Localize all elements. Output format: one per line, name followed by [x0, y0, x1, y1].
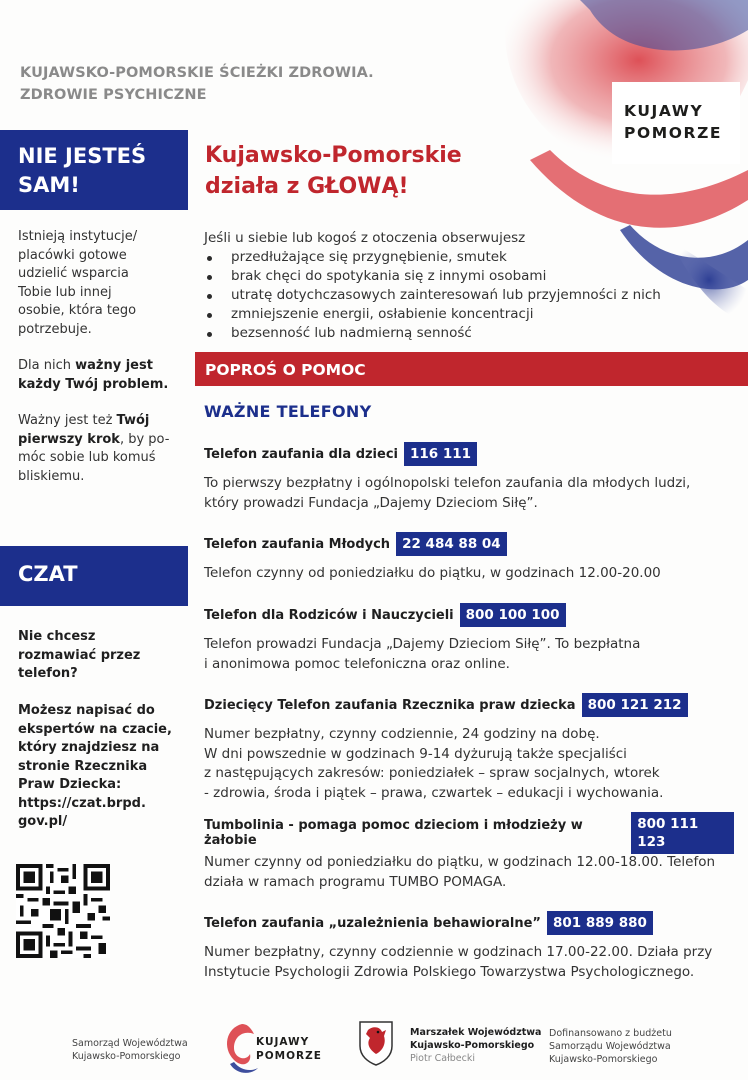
chat-banner	[0, 546, 188, 606]
main-title	[205, 140, 462, 202]
footer-funding	[549, 1027, 672, 1066]
main-title-line1: Kujawsko-Pomorskie	[205, 143, 462, 168]
griffin-crest-icon	[358, 1020, 394, 1066]
entry-title: Telefon zaufania Młodych	[204, 536, 391, 552]
entry-head	[204, 441, 734, 467]
phone-entry	[204, 531, 734, 584]
footer-marszalek	[410, 1026, 541, 1065]
sidebar-paragraph-2	[18, 357, 178, 394]
sidebar-bold: każdy Twój problem.	[18, 376, 169, 392]
phone-number[interactable]: 800 111 123	[631, 812, 734, 854]
entry-description	[204, 564, 734, 584]
sidebar-line: Nie chcesz	[18, 629, 96, 644]
desc-line: - zdrowia, środa i piątek – prawa, czwartek – edukacji i wychowania.	[204, 784, 664, 801]
footer-marszalek-l1: Marszałek Województwa	[410, 1027, 542, 1038]
phone-entry	[204, 816, 734, 892]
sidebar-line: stronie Rzecznika	[18, 758, 148, 774]
footer-logo-line1: KUJAWY	[256, 1036, 310, 1048]
chat-link-line2[interactable]: gov.pl/	[18, 814, 68, 829]
sidebar-line	[18, 412, 178, 431]
brand-logo-line1: KUJAWY	[624, 102, 704, 120]
sidebar-line: Możesz napisać do	[18, 703, 155, 718]
phone-number[interactable]: 801 889 880	[547, 911, 653, 935]
sidebar-line: potrzebuje.	[18, 321, 92, 337]
symptoms-intro	[204, 229, 661, 343]
not-alone-line1: NIE JESTEŚ	[18, 144, 147, 168]
phone-number[interactable]: 22 484 88 04	[396, 532, 507, 556]
entry-title: Dziecięcy Telefon zaufania Rzecznika praw dziecka	[204, 697, 576, 713]
sidebar-line: placówki gotowe	[18, 247, 127, 263]
not-alone-line2: SAM!	[18, 173, 80, 197]
footer-line: Samorząd Województwa	[72, 1038, 188, 1049]
phone-number[interactable]: 800 100 100	[460, 603, 566, 627]
chat-link-line1[interactable]: https://czat.brpd.	[18, 795, 146, 811]
list-item: zmniejszenie energii, osłabienie koncentracji	[204, 305, 661, 324]
desc-line: Numer bezpłatny, czynny codziennie w godzinach 17.00-22.00. Działa przy	[204, 944, 713, 960]
brand-logo	[612, 82, 740, 164]
entry-description	[204, 474, 734, 513]
list-item: bezsenność lub nadmierną senność	[204, 324, 661, 343]
brand-logo-line2: POMORZE	[624, 124, 723, 142]
entry-head	[204, 602, 734, 628]
desc-line: który prowadzi Fundacja „Dajemy Dzieciom Siłę”.	[204, 494, 538, 511]
chat-question	[18, 628, 178, 684]
sidebar-text: Dla nich	[18, 358, 76, 373]
footer-marszalek-name: Piotr Całbecki	[410, 1053, 476, 1064]
entry-head	[204, 816, 734, 850]
footer-line: Samorządu Województwa	[549, 1041, 671, 1052]
footer	[0, 1010, 748, 1080]
sidebar-line	[18, 431, 178, 450]
footer-line: Kujawsko-Pomorskiego	[549, 1054, 658, 1065]
chat-banner-label: CZAT	[18, 562, 78, 586]
phone-number[interactable]: 800 121 212	[582, 693, 688, 717]
sidebar-line: osobie, która tego	[18, 303, 137, 318]
phone-entry	[204, 602, 734, 674]
desc-line: Instytucie Psychologii Zdrowia Polskiego Towarzystwa Psychologicznego.	[204, 963, 695, 980]
entry-description	[204, 635, 734, 674]
sidebar-line: Istnieją instytucje/	[18, 229, 138, 244]
sidebar-line: który znajdziesz na	[18, 740, 160, 755]
desc-line: Telefon prowadzi Fundacja „Dajemy Dzieciom Siłę”. To bezpłatna	[204, 636, 641, 652]
sidebar-line: udzielić wsparcia	[18, 266, 129, 281]
desc-line: Numer bezpłatny, czynny codziennie, 24 godziny na dobę.	[204, 726, 600, 742]
sidebar-bold: pierwszy krok	[18, 431, 120, 447]
sidebar-line: Praw Dziecka:	[18, 777, 122, 792]
footer-line: Dofinansowano z budżetu	[549, 1028, 672, 1039]
entry-head	[204, 531, 734, 557]
entry-description	[204, 943, 734, 982]
phone-entry	[204, 692, 734, 803]
sidebar-line: telefon?	[18, 666, 78, 681]
chat-answer	[18, 702, 178, 832]
sidebar-line	[18, 376, 178, 395]
desc-line: i anonimowa pomoc telefoniczna oraz online.	[204, 655, 510, 672]
entry-title: Tumbolinia - pomaga pomoc dzieciom i młodzieży w żałobie	[204, 818, 583, 848]
footer-samorzad	[72, 1037, 188, 1063]
header-title-line1: KUJAWSKO-POMORSKIE ŚCIEŻKI ZDROWIA.	[20, 65, 374, 81]
sidebar-line: bliskiemu.	[18, 468, 85, 484]
sidebar-line: móc sobie lub komuś	[18, 450, 156, 465]
footer-logo-line2: POMORZE	[256, 1050, 322, 1062]
sidebar-paragraph-3	[18, 412, 178, 486]
entry-title: Telefon dla Rodziców i Nauczycieli	[204, 607, 454, 623]
main-title-line2: działa z GŁOWĄ!	[205, 174, 409, 199]
header-title	[20, 62, 374, 106]
desc-line: z następujących zakresów: poniedziałek – spraw socjalnych, wtorek	[204, 765, 660, 781]
sidebar-line: rozmawiać przez	[18, 647, 141, 663]
phone-entry	[204, 910, 734, 982]
list-item: brak chęci do spotykania się z innymi osobami	[204, 267, 661, 286]
qr-code-icon[interactable]	[16, 864, 110, 958]
sidebar-line: Tobie lub innej	[18, 284, 112, 300]
symptoms-list	[204, 248, 661, 343]
desc-line: To pierwszy bezpłatny i ogólnopolski telefon zaufania dla młodych ludzi,	[204, 475, 691, 491]
entry-title: Telefon zaufania dla dzieci	[204, 446, 398, 462]
important-phones-heading: WAŻNE TELEFONY	[204, 402, 372, 421]
not-alone-banner	[0, 130, 188, 210]
intro-text: Jeśli u siebie lub kogoś z otoczenia obserwujesz	[204, 230, 526, 246]
footer-line: Kujawsko-Pomorskiego	[72, 1051, 181, 1062]
entry-description	[204, 725, 734, 803]
phone-entry	[204, 441, 734, 513]
entry-description	[204, 853, 734, 892]
desc-line: W dni powszednie w godzinach 9-14 dyżurują także specjaliści	[204, 745, 627, 762]
list-item: przedłużające się przygnębienie, smutek	[204, 248, 661, 267]
ask-for-help-bar: POPROŚ O POMOC	[195, 352, 748, 386]
footer-marszalek-l2: Kujawsko-Pomorskiego	[410, 1040, 535, 1051]
sidebar-text: , by po-	[119, 431, 170, 447]
desc-line: Numer czynny od poniedziałku do piątku, w godzinach 12.00-18.00. Telefon	[204, 854, 716, 870]
sidebar-bold: ważny jest	[75, 358, 153, 373]
sidebar-line: ekspertów na czacie,	[18, 721, 172, 737]
footer-logo-text	[256, 1035, 322, 1063]
sidebar-bold: Twój	[116, 413, 150, 428]
entry-head	[204, 910, 734, 936]
phone-number[interactable]: 116 111	[404, 442, 477, 466]
sidebar-text: Ważny jest też	[18, 413, 117, 428]
desc-line: działa w ramach programu TUMBO POMAGA.	[204, 873, 507, 890]
desc-line: Telefon czynny od poniedziałku do piątku, w godzinach 12.00-20.00	[204, 565, 661, 581]
sidebar-paragraph-1	[18, 228, 178, 339]
sidebar-line	[18, 357, 178, 376]
header-title-line2: ZDROWIE PSYCHICZNE	[20, 87, 207, 103]
list-item: utratę dotychczasowych zainteresowań lub przyjemności z nich	[204, 286, 661, 305]
entry-head	[204, 692, 734, 718]
entry-title: Telefon zaufania „uzależnienia behawioralne”	[204, 915, 541, 931]
